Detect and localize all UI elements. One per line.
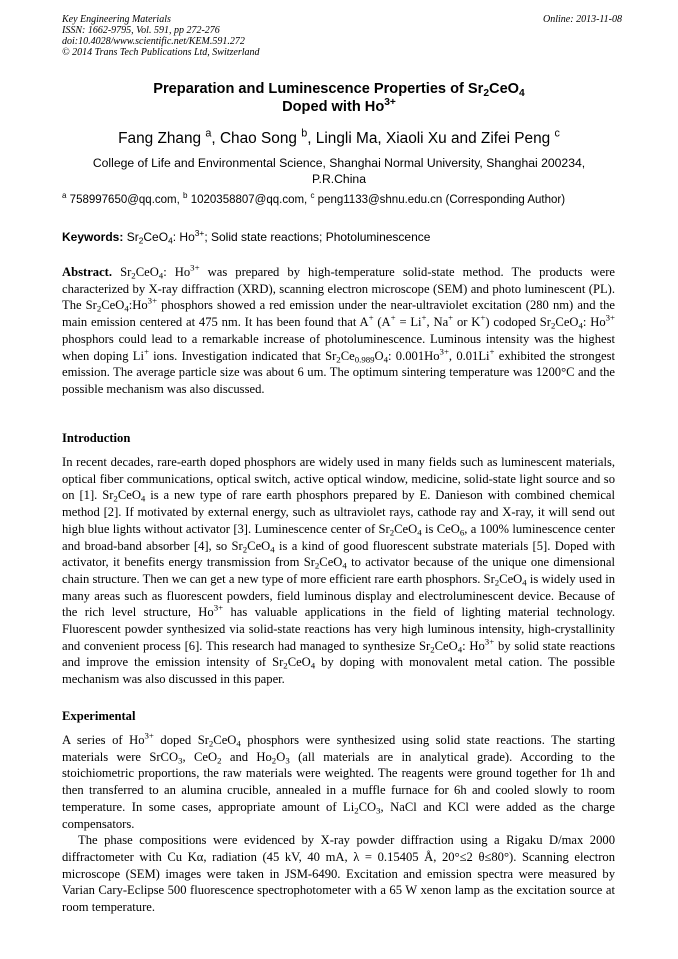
keywords — [62, 229, 616, 245]
abstract-label: Abstract. — [62, 265, 113, 279]
keywords-label: Keywords: — [62, 230, 124, 244]
experimental-para-1: A series of $Ho^{3+}$ doped $Sr_2CeO_4$ phosphors were synthesized using solid state reactions. The starting materials were SrCO$_3$, CeO$_2$ and $Ho_2O_3$ (all materials are in analytical grade). According to the stoichiometric proportions, the raw materials were weighted. The reagents were ground together for 1h and then transferred to an alumina crucible, annealed in a muffle furnace for 6h and cooled slowly to room temperature. In some cases, appropriate amount of $Li_2CO_3$, NaCl and KCl were added as the charge compensators. — [62, 730, 616, 831]
author-list: Fang Zhang $^a$, Chao Song $^b$, Lingli Ma, Xiaoli Xu and Zifei Peng $^c$ — [118, 127, 560, 147]
journal-doi: doi:10.4028/www.scientific.net/KEM.591.272 — [62, 36, 245, 47]
keywords-text: $Sr_2CeO_4$: $Ho^{3+}$; Solid state reactions; Photoluminescence — [126, 227, 431, 246]
journal-name: Key Engineering Materials — [62, 14, 171, 25]
online-date: Online: 2013-11-08 — [543, 14, 622, 25]
experimental-body — [62, 732, 615, 916]
introduction-heading: Introduction — [62, 431, 131, 445]
experimental-heading: Experimental — [62, 709, 136, 723]
abstract-text: $Sr_2CeO_4$: $Ho^{3+}$ was prepared by high-temperature solid-state method. The products were characterized by X-ray diffraction (XRD), scanning electron microscope (SEM) and photo luminescent (PL). The $Sr_2CeO_4:Ho^{3+}$ phosphors showed a red emission under the near-ultraviolet excitation (280 nm) and the main emission centered at 475 nm. It has been found that A+ (A+ = Li+, Na+ or K+) codoped $Sr_2CeO_4$: $Ho^{3+}$ phosphors could lead to a remarkable increase of photoluminescence. Luminous intensity was the highest when doping Li+ ions. Investigation indicated that $Sr_2Ce_{0.989}O_4$: $0.001Ho^{3+}$, 0.01Li+ exhibited the strongest emission. The average particle size was about 6 um. The optimum sintering temperature was 1200°C and the possible mechanism was also discussed. — [62, 262, 616, 396]
introduction-body: In recent decades, rare-earth doped phosphors are widely used in many fields such as luminescent materials, optical fiber communications, optical switch, active optical window, medicine, solid-state light source and so on [1]. $Sr_2CeO_4$ is a new type of rare earth phosphors prepared by E. Danieson with combined chemical method [2]. If motivated by external energy, such as ultraviolet rays, cathode ray and X-ray, it will send out high blue lights without activator [3]. Luminescence center of $Sr_2CeO_4$ is CeO$_6$, a 100% luminescence center and broad-band absorber [4], so $Sr_2CeO_4$ is a kind of good fluorescent substrate materials [5]. Doped with activator, it benefits energy transmission from $Sr_2CeO_4$ to activator because of the unique one dimensional chain structure. Then we can get a new type of more efficient rare earth phosphors. $Sr_2CeO_4$ is widely used in many areas such as fluorescent powders, field luminous display and electroluminescent device. Because of the rich level structure, $Ho^{3+}$ has valuable applications in the field of lighting material technology. Fluorescent powder synthesized via solid-state reactions has very high luminous intensity, high-crystallinity and convenient process [6]. This research had managed to synthesize $Sr_2CeO_4$: $Ho^{3+}$ by solid state reactions and improve the emission intensity of $Sr_2CeO_4$ by doping with monovalent metal cation. The possible mechanism was also discussed in this paper. — [62, 455, 616, 687]
author-emails: $^a$ 758997650@qq.com, $^b$ 1020358807@qq.com, $^c$ peng1133@shnu.edu.cn (Corresponding Author) — [62, 191, 566, 206]
abstract — [62, 264, 615, 398]
journal-header — [62, 14, 622, 58]
journal-issn: ISSN: 1662-9795, Vol. 591, pp 272-276 — [62, 25, 220, 36]
journal-copyright: © 2014 Trans Tech Publications Ltd, Switzerland — [62, 47, 260, 58]
experimental-para-2: The phase compositions were evidenced by X-ray powder diffraction using a Rigaku D/max 2000 diffractometer with Cu Kα, radiation (45 kV, 40 mA, λ = 0.15405 Å, 20°≤2 θ≤80°). Scanning electron microscope (SEM) images were taken in JSM-6490. Excitation and emission spectra were measured by Varian Cary-Eclipse 500 fluorescence spectrophotometer with a 65 W xenon lamp as the excitation source at room temperature. — [62, 833, 615, 915]
affiliation: College of Life and Environmental Science, Shanghai Normal University, Shanghai 200234, P.R.China — [92, 156, 586, 186]
paper-title: Preparation and Luminescence Properties of $Sr_2CeO_4$ Doped with $Ho^{3+}$ — [153, 81, 525, 115]
